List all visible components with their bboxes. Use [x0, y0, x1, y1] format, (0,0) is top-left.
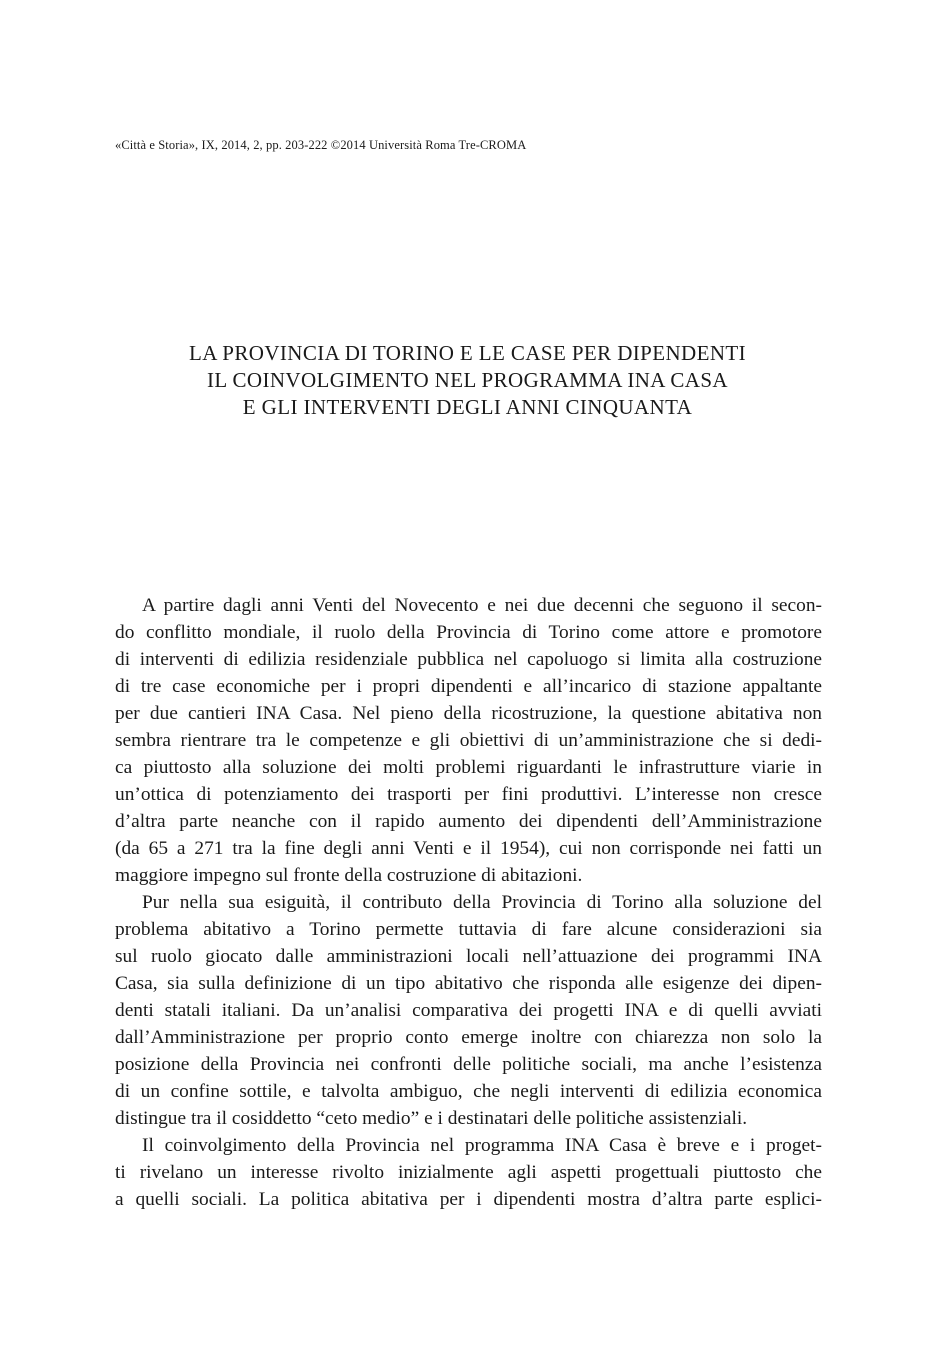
text-line: problema abitativo a Torino permette tuttavia di fare alcune considerazioni sia: [115, 919, 822, 940]
article-title: [0, 340, 935, 421]
text-line: Casa, sia sulla definizione di un tipo abitativo che risponda alle esigenze dei dipen-: [115, 973, 822, 994]
text-line: Pur nella sua esiguità, il contributo della Provincia di Torino alla soluzione del: [142, 892, 822, 913]
text-line: maggiore impegno sul fronte della costruzione di abitazioni.: [115, 865, 583, 886]
body-paragraph: [115, 592, 822, 889]
text-line: dall’Amministrazione per proprio conto emerge inoltre con chiarezza non solo la: [115, 1027, 822, 1048]
body-paragraph: [115, 889, 822, 1132]
text-line: (da 65 a 271 tra la fine degli anni Venti e il 1954), cui non corrisponde nei fatti un: [115, 838, 822, 859]
text-line: sul ruolo giocato dalle amministrazioni locali nell’attuazione dei programmi INA: [115, 946, 822, 967]
text-line: di interventi di edilizia residenziale pubblica nel capoluogo si limita alla costruzione: [115, 649, 822, 670]
running-head-citation: «Città e Storia», IX, 2014, 2, pp. 203-222 ©2014 Università Roma Tre-CROMA: [115, 138, 527, 152]
text-line: denti statali italiani. Da un’analisi comparativa dei progetti INA e di quelli avviati: [115, 1000, 822, 1021]
text-line: un’ottica di potenziamento dei trasporti per fini produttivi. L’interesse non cresce: [115, 784, 822, 805]
title-line: E GLI INTERVENTI DEGLI ANNI CINQUANTA: [242, 395, 693, 419]
text-line: sembra rientrare tra le competenze e gli obiettivi di un’amministrazione che si dedi-: [115, 730, 822, 751]
text-line: per due cantieri INA Casa. Nel pieno della ricostruzione, la questione abitativa non: [115, 703, 822, 724]
title-line: IL COINVOLGIMENTO NEL PROGRAMMA INA CASA: [207, 368, 728, 392]
text-line: ti rivelano un interesse rivolto inizialmente agli aspetti progettuali piuttosto che: [115, 1162, 822, 1183]
text-line: di un confine sottile, e talvolta ambiguo, che negli interventi di edilizia economica: [115, 1081, 822, 1102]
title-line: LA PROVINCIA DI TORINO E LE CASE PER DIPENDENTI: [188, 341, 747, 365]
text-line: posizione della Provincia nei confronti delle politiche sociali, ma anche l’esistenza: [115, 1054, 822, 1075]
text-line: ca piuttosto alla soluzione dei molti problemi riguardanti le infrastrutture viarie in: [115, 757, 822, 778]
text-line: a quelli sociali. La politica abitativa per i dipendenti mostra d’altra parte esplici-: [115, 1189, 822, 1210]
text-line: d’altra parte neanche con il rapido aumento dei dipendenti dell’Amministrazione: [115, 811, 822, 832]
text-line: do conflitto mondiale, il ruolo della Provincia di Torino come attore e promotore: [115, 622, 822, 643]
article-body: [115, 592, 822, 1213]
body-paragraph: [115, 1132, 822, 1213]
text-line: Il coinvolgimento della Provincia nel programma INA Casa è breve e i proget-: [142, 1135, 822, 1156]
text-line: distingue tra il cosiddetto “ceto medio” e i destinatari delle politiche assistenziali.: [115, 1108, 748, 1129]
text-line: di tre case economiche per i propri dipendenti e all’incarico di stazione appaltante: [115, 676, 822, 697]
text-line: A partire dagli anni Venti del Novecento e nei due decenni che seguono il secon-: [142, 595, 822, 616]
